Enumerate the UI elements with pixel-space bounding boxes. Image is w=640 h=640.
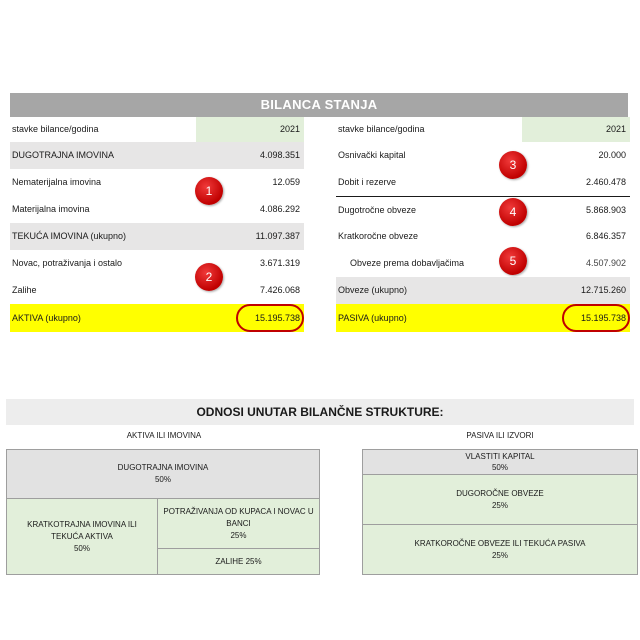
block-label: VLASTITI KAPITAL <box>465 452 535 461</box>
table-row <box>10 277 304 304</box>
row-label: Materijalna imovina <box>12 204 90 214</box>
block-label: KRATKOROČNE OBVEZE ILI TEKUĆA PASIVA <box>414 538 586 548</box>
block-label: KRATKOTRAJNA IMOVINA ILI TEKUĆA AKTIVA <box>27 519 137 541</box>
row-value: 5.868.903 <box>585 205 626 215</box>
row-label: TEKUĆA IMOVINA (ukupno) <box>12 231 127 241</box>
block-label: DUGOTRAJNA IMOVINA <box>117 463 209 472</box>
potrazivanja-block <box>157 498 320 549</box>
row-label: Obveze prema dobavljačima <box>350 258 465 268</box>
pasiva-structure-heading: PASIVA ILI IZVORI <box>466 431 534 440</box>
balance-sheet-title: BILANCA STANJA <box>10 93 628 117</box>
total-value: 15.195.738 <box>580 313 626 323</box>
block-label: ZALIHE 25% <box>215 556 262 566</box>
total-label: PASIVA (ukupno) <box>338 313 407 323</box>
table-row <box>336 277 630 304</box>
block-pct: 25% <box>491 500 508 510</box>
table-row <box>10 169 304 196</box>
table-row <box>10 196 304 223</box>
vlastiti-kapital-block <box>362 449 638 475</box>
row-label: Novac, potraživanja i ostalo <box>12 258 123 268</box>
table-row <box>336 142 630 169</box>
table-row <box>336 250 630 277</box>
table-row <box>336 196 630 223</box>
dugorocne-obveze-block <box>362 474 638 525</box>
row-value: 3.671.319 <box>259 258 300 268</box>
marker-1: 1 <box>195 177 223 205</box>
marker-3: 3 <box>499 151 527 179</box>
row-label: Dugotročne obveze <box>338 205 417 215</box>
kratkotrajna-imovina-block <box>6 498 158 575</box>
block-label: POTRAŽIVANJA OD KUPACA I NOVAC U BANCI <box>163 506 314 528</box>
row-label: Dobit i rezerve <box>338 177 397 187</box>
block-pct: 50% <box>154 475 171 484</box>
row-value: 20.000 <box>598 150 626 160</box>
row-value: 2.460.478 <box>585 177 626 187</box>
row-label: Osnivački kapital <box>338 150 406 160</box>
row-value: 4.507.902 <box>585 258 626 268</box>
aktiva-header-label: stavke bilance/godina <box>12 117 99 142</box>
row-label: Nematerijalna imovina <box>12 177 102 187</box>
aktiva-table <box>10 117 304 332</box>
row-value: 4.086.292 <box>259 204 300 214</box>
row-value: 11.097.387 <box>255 231 300 241</box>
row-label: Zalihe <box>12 285 37 295</box>
aktiva-header-year: 2021 <box>279 124 300 134</box>
block-label: DUGOROČNE OBVEZE <box>456 488 544 498</box>
pasiva-total-row <box>336 304 630 332</box>
table-row <box>10 223 304 250</box>
row-value: 4.098.351 <box>259 150 300 160</box>
block-pct: 25% <box>491 550 508 560</box>
aktiva-header-row <box>10 117 304 142</box>
total-highlight-oval <box>562 304 630 332</box>
kratkorocne-obveze-block <box>362 524 638 575</box>
total-value: 15.195.738 <box>254 313 300 323</box>
table-row <box>10 250 304 277</box>
row-value: 12.059 <box>272 177 300 187</box>
total-highlight-oval <box>236 304 304 332</box>
dugotrajna-imovina-block <box>6 449 320 499</box>
total-label: AKTIVA (ukupno) <box>12 313 81 323</box>
table-row <box>336 223 630 250</box>
row-label: Kratkoročne obveze <box>338 231 419 241</box>
row-value: 6.846.357 <box>585 231 626 241</box>
marker-5: 5 <box>499 247 527 275</box>
zalihe-block <box>157 548 320 575</box>
row-label: Obveze (ukupno) <box>338 285 408 295</box>
table-row <box>10 142 304 169</box>
block-pct: 25% <box>230 530 247 540</box>
marker-4: 4 <box>499 198 527 226</box>
block-pct: 50% <box>73 543 90 553</box>
pasiva-header-row <box>336 117 630 142</box>
aktiva-structure-heading: AKTIVA ILI IMOVINA <box>126 431 202 440</box>
marker-2: 2 <box>195 263 223 291</box>
table-row <box>336 169 630 196</box>
row-value: 7.426.068 <box>259 285 300 295</box>
pasiva-header-year: 2021 <box>605 124 626 134</box>
pasiva-header-label: stavke bilance/godina <box>338 117 425 142</box>
row-label: DUGOTRAJNA IMOVINA <box>12 150 115 160</box>
aktiva-total-row <box>10 304 304 332</box>
row-value: 12.715.260 <box>580 285 626 295</box>
structure-title: ODNOSI UNUTAR BILANČNE STRUKTURE: <box>6 399 634 425</box>
block-pct: 50% <box>491 463 508 472</box>
pasiva-table <box>336 117 630 332</box>
